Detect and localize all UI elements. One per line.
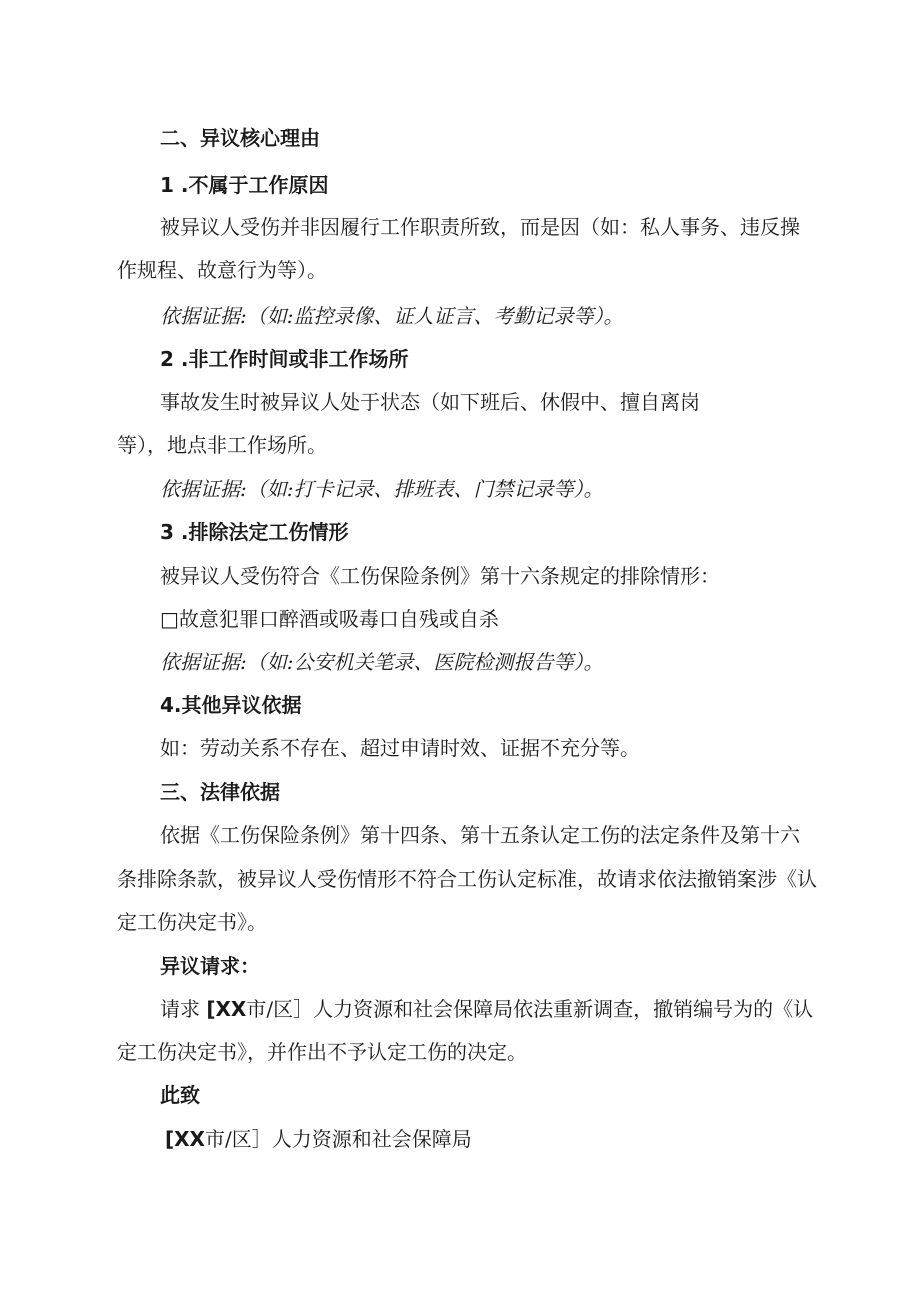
paragraph-line: 依据《工伤保险条例》第十四条、第十五条认定工伤的法定条件及第十六 (160, 823, 800, 847)
item-title-not-work-reason: 1 .不属于工作原因 (160, 173, 329, 197)
item-title-other-grounds: 4.其他异议依据 (160, 693, 302, 717)
request-prefix: 请求 (160, 997, 207, 1021)
paragraph-line: 等），地点非工作场所。 (117, 433, 327, 457)
request-line (160, 997, 813, 1021)
paragraph-line: 条排除条款，被异议人受伤情形不符合工伤认定标准，故请求依法撤销案涉《认 (117, 867, 817, 891)
request-text: 市/区］人力资源和社会保障局依法重新调查，撤销编号为的《认 (246, 997, 814, 1021)
recipient-text: 市/区］人力资源和社会保障局 (204, 1127, 472, 1151)
request-heading: 异议请求： (160, 954, 260, 978)
closing-salutation: 此致 (160, 1083, 200, 1107)
paragraph-line: 被异议人受伤并非因履行工作职责所致，而是因（如：私人事务、违反操 (160, 215, 800, 239)
closing-recipient (165, 1127, 472, 1151)
placeholder-city: [XX (206, 997, 247, 1021)
item-title-statutory-exclusion: 3 .排除法定工伤情形 (160, 520, 349, 544)
section-heading-core-reasons: 二、异议核心理由 (160, 126, 320, 150)
evidence-note: 依据证据:（如:公安机关笔录、医院检测报告等）。 (160, 650, 604, 674)
paragraph-line: 事故发生时被异议人处于状态（如下班后、休假中、擅自离岗 (160, 390, 700, 414)
section-heading-legal-basis: 三、法律依据 (160, 780, 280, 804)
exclusion-options: □故意犯罪口醉酒或吸毒口自残或自杀 (160, 607, 499, 631)
paragraph-line: 被异议人受伤符合《工伤保险条例》第十六条规定的排除情形： (160, 564, 720, 588)
evidence-note: 依据证据:（如:监控录像、证人证言、考勤记录等）。 (160, 304, 624, 328)
paragraph-line: 如：劳动关系不存在、超过申请时效、证据不充分等。 (160, 736, 640, 760)
paragraph-line: 定工伤决定书》。 (117, 910, 267, 934)
evidence-note: 依据证据:（如:打卡记录、排班表、门禁记录等）。 (160, 477, 604, 501)
paragraph-line: 作规程、故意行为等）。 (117, 258, 327, 282)
item-title-non-work-time-place: 2 .非工作时间或非工作场所 (160, 347, 409, 371)
paragraph-line: 定工伤决定书》，并作出不予认定工伤的决定。 (117, 1040, 527, 1064)
placeholder-city: [XX (165, 1127, 205, 1151)
